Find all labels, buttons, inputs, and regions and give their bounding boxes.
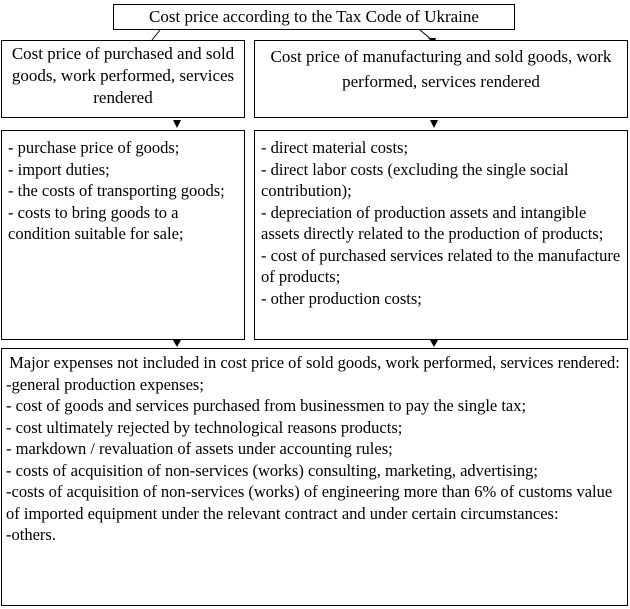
left-list-box [1, 130, 245, 340]
right-heading-box [254, 40, 628, 118]
list-item: - cost ultimately rejected by technological reasons products; [6, 417, 403, 437]
left-heading: Cost price of purchased and sold goods, work performed, services rendered [11, 44, 235, 107]
arrow-title-to-left [152, 30, 160, 40]
list-item: - other production costs; [261, 288, 422, 308]
bottom-box [1, 348, 628, 606]
right-heading: Cost price of manufacturing and sold goods, work performed, services rendered [270, 47, 612, 91]
list-item: - costs to bring goods to a condition suitable for sale; [8, 202, 184, 243]
list-item: - direct material costs; [261, 138, 409, 157]
list-item: - import duties; [8, 159, 110, 179]
list-item: - direct labor costs (excluding the single social contribution); [261, 159, 569, 200]
list-item: - purchase price of goods; [8, 138, 180, 157]
list-item: - cost of purchased services related to the manufacture of products; [261, 245, 621, 286]
list-item: - markdown / revaluation of assets under accounting rules; [6, 439, 393, 458]
right-list-box [254, 130, 628, 340]
arrowhead-right-head-to-list [430, 120, 438, 128]
list-item: -others. [6, 525, 56, 544]
arrowhead-left-list-to-bottom [173, 340, 181, 347]
page-title: Cost price according to the Tax Code of Ukraine [149, 7, 479, 26]
arrowhead-left-head-to-list [173, 120, 181, 128]
arrow-title-to-right [420, 30, 432, 40]
list-item: -general production expenses; [6, 374, 204, 394]
bottom-heading: Major expenses not included in cost price of sold goods, work performed, services rendered: [9, 353, 620, 372]
title-box [113, 4, 515, 30]
list-item: -costs of acquisition of non-services (works) of engineering more than 6% of customs value of imported equipment under the relevant contract and under certain circumstances: [6, 482, 613, 523]
left-heading-box [1, 40, 245, 118]
list-item: - cost of goods and services purchased from businessmen to pay the single tax; [6, 396, 527, 415]
list-item: - depreciation of production assets and intangible assets directly related to the production of products; [261, 202, 604, 243]
arrowhead-right-list-to-bottom [430, 340, 438, 347]
list-item: - costs of acquisition of non-services (works) consulting, marketing, advertising; [6, 460, 539, 480]
list-item: - the costs of transporting goods; [8, 181, 225, 200]
